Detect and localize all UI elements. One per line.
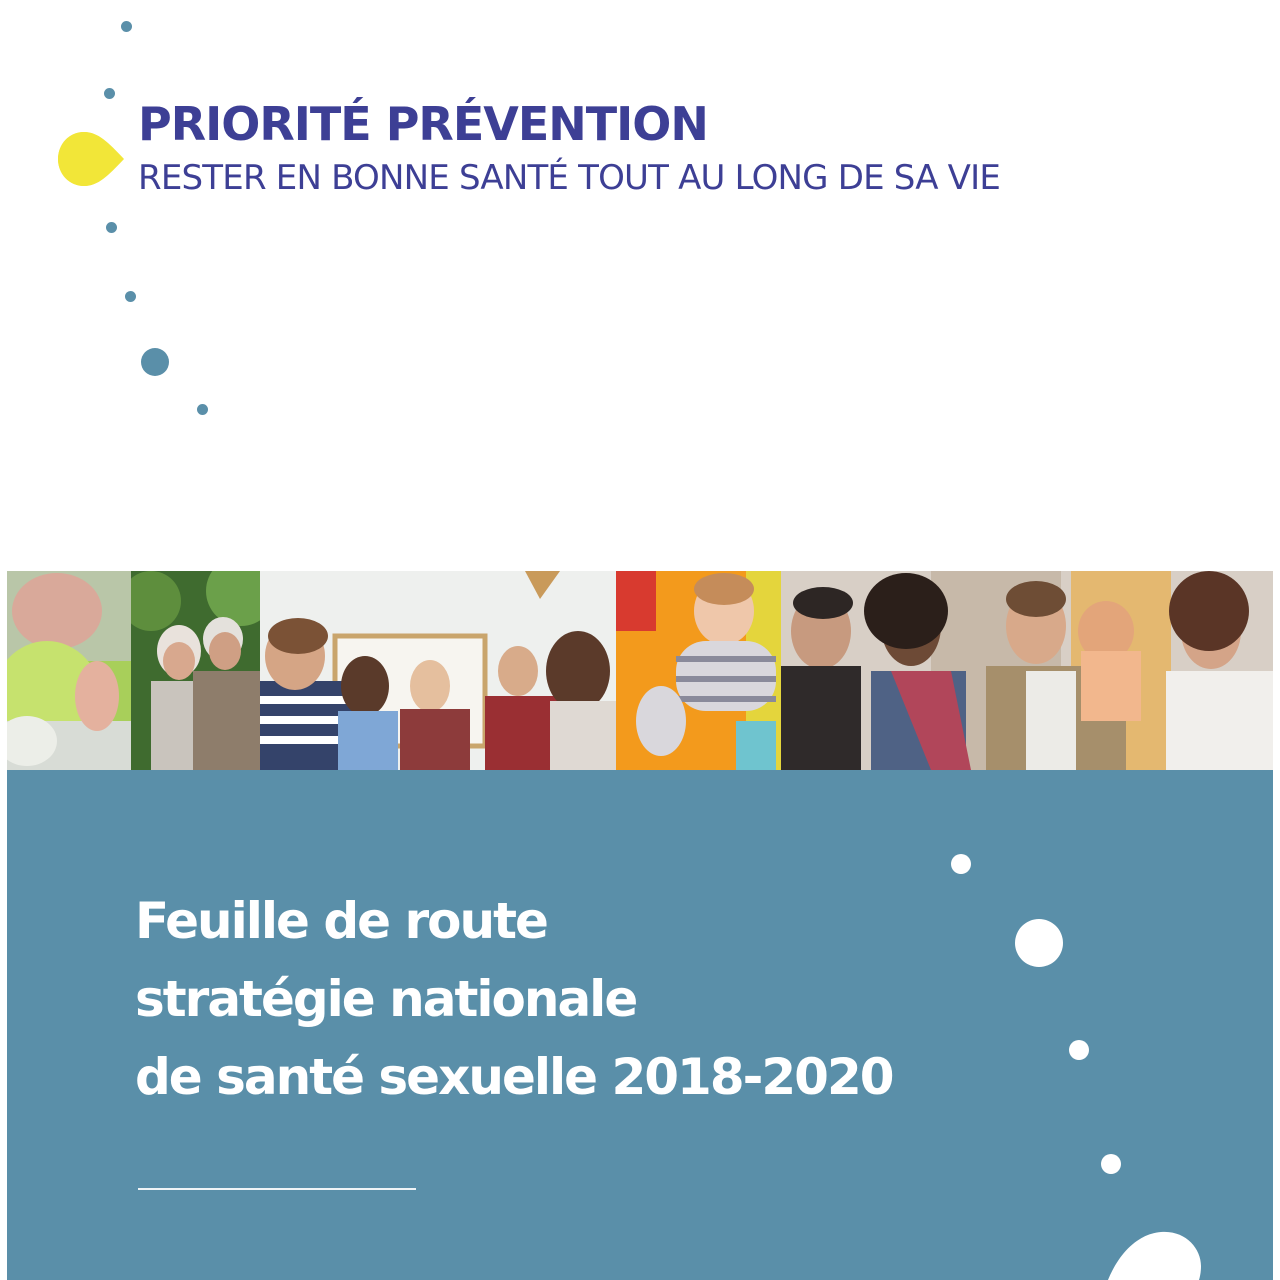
document-title-line: stratégie nationale — [135, 970, 637, 1028]
document-title — [135, 882, 1035, 1116]
decor-dot — [121, 21, 132, 32]
page-subtitle: RESTER EN BONNE SANTÉ TOUT AU LONG DE SA VIE — [138, 158, 1001, 198]
crawling-baby-photo — [616, 571, 781, 770]
cover-panel — [7, 770, 1273, 1280]
elderly-couple-photo — [131, 571, 260, 770]
yellow-drop-tip — [58, 132, 124, 186]
teenagers-group-photo — [260, 571, 616, 770]
header — [138, 96, 1258, 204]
decor-dot — [104, 88, 115, 99]
page-title: PRIORITÉ PRÉVENTION — [138, 97, 708, 151]
decor-dot — [1101, 1154, 1121, 1174]
decor-dot — [125, 291, 136, 302]
photo-strip — [7, 571, 1273, 770]
adults-conversation-photo — [781, 571, 1273, 770]
decor-dot — [951, 854, 971, 874]
white-drop-icon — [1105, 1228, 1205, 1280]
decor-dot — [141, 348, 169, 376]
decor-dot — [1069, 1040, 1089, 1060]
document-title-line: Feuille de route — [135, 892, 547, 950]
document-title-line: de santé sexuelle 2018-2020 — [135, 1048, 893, 1106]
newborn-baby-photo — [7, 571, 131, 770]
divider — [138, 1188, 416, 1190]
decor-dot — [1015, 919, 1063, 967]
decor-dot — [197, 404, 208, 415]
decor-dot — [106, 222, 117, 233]
